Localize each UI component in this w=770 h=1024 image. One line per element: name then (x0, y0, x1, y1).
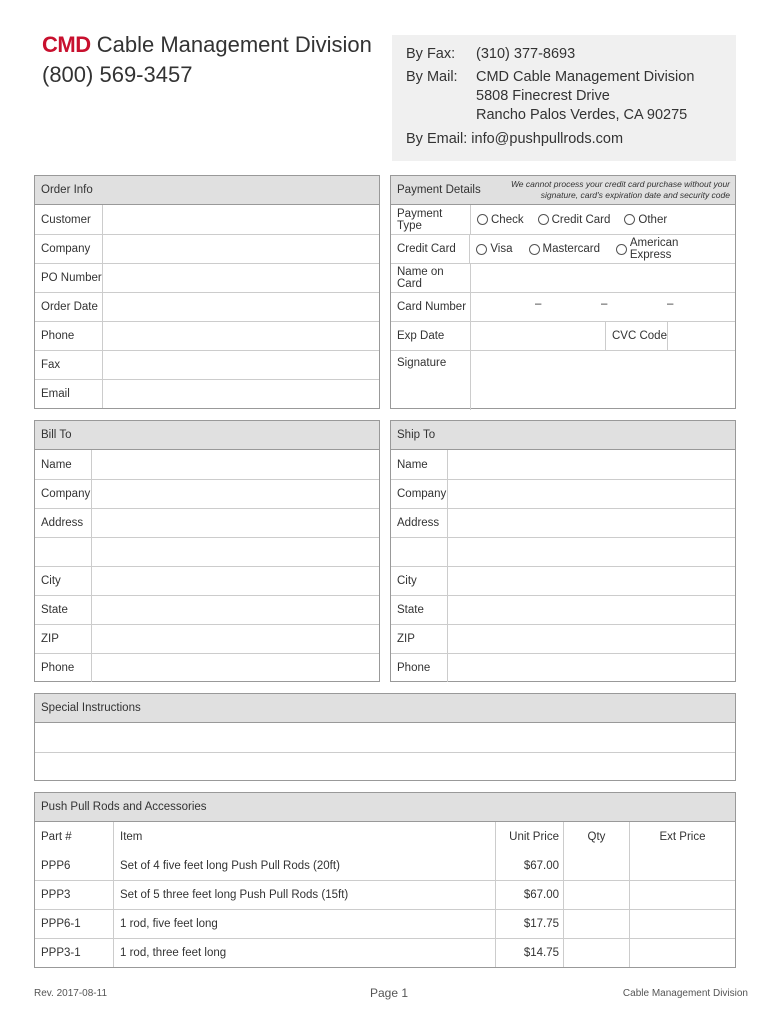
product-item: 1 rod, five feet long (114, 910, 496, 938)
bill-to-label: City (35, 567, 92, 595)
ship-to-label: Company (391, 480, 448, 508)
ship-to-field[interactable] (448, 654, 735, 682)
ship-to-label: City (391, 567, 448, 595)
products-section (34, 792, 736, 968)
order-info-label: Order Date (35, 293, 103, 321)
bill-to-field[interactable] (92, 450, 379, 479)
ship-to-field[interactable] (448, 596, 735, 624)
ship-to-row (391, 595, 735, 624)
card-number-label: Card Number (391, 293, 471, 321)
signature-field[interactable] (471, 351, 735, 410)
cvc-code-label: CVC Code (606, 322, 668, 350)
bill-to-field[interactable] (92, 654, 379, 682)
order-info-label: Email (35, 380, 103, 408)
product-item: Set of 4 five feet long Push Pull Rods (20ft) (114, 851, 496, 880)
order-info-label: Phone (35, 322, 103, 350)
bill-to-row (35, 479, 379, 508)
ship-to-field[interactable] (448, 538, 735, 566)
special-instructions-line-1[interactable] (35, 723, 735, 752)
name-on-card-label: Name on Card (391, 264, 471, 292)
product-ext-price-field[interactable] (630, 939, 735, 967)
special-instructions-line-2[interactable] (35, 753, 735, 780)
order-info-field[interactable] (103, 351, 379, 379)
payment-type-other-radio[interactable]: Other (624, 214, 667, 226)
product-part: PPP3-1 (35, 939, 114, 967)
ship-to-field[interactable] (448, 450, 735, 479)
mail-line-1: CMD Cable Management Division (476, 68, 695, 85)
special-instructions-title: Special Instructions (35, 694, 735, 723)
product-qty-field[interactable] (564, 851, 630, 880)
ship-to-title: Ship To (391, 421, 735, 450)
special-instructions-section (34, 693, 736, 781)
bill-to-row (35, 450, 379, 479)
footer-division: Cable Management Division (622, 988, 748, 999)
order-info-field[interactable] (103, 235, 379, 263)
cvc-code-field[interactable] (668, 322, 735, 350)
card-number-sep-2: – (601, 298, 608, 310)
ship-to-field[interactable] (448, 509, 735, 537)
product-unit-price: $67.00 (496, 881, 564, 909)
main-phone: (800) 569-3457 (42, 62, 193, 87)
col-part: Part # (35, 822, 114, 851)
payment-type-label: Payment Type (391, 205, 471, 234)
order-info-field[interactable] (103, 293, 379, 321)
bill-to-field[interactable] (92, 567, 379, 595)
payment-type-credit-card-radio[interactable]: Credit Card (538, 214, 611, 226)
ship-to-field[interactable] (448, 480, 735, 508)
order-info-label: Company (35, 235, 103, 263)
ship-to-label: ZIP (391, 625, 448, 653)
exp-date-field[interactable] (471, 322, 606, 350)
product-row (35, 909, 735, 938)
bill-to-row (35, 624, 379, 653)
order-info-field[interactable] (103, 205, 379, 234)
bill-to-row (35, 537, 379, 566)
bill-to-row (35, 566, 379, 595)
order-info-field[interactable] (103, 264, 379, 292)
order-info-section (34, 175, 380, 409)
col-unit-price: Unit Price (496, 822, 564, 851)
ship-to-section (390, 420, 736, 682)
payment-note: We cannot process your credit card purchase without your signature, card's expiration date and security code (510, 178, 730, 200)
order-info-row (35, 350, 379, 379)
brand-mark: CMD (42, 32, 91, 57)
signature-label: Signature (391, 351, 471, 410)
product-row (35, 880, 735, 909)
mail-line-3: Rancho Palos Verdes, CA 90275 (476, 106, 688, 123)
product-qty-field[interactable] (564, 939, 630, 967)
card-number-sep-3: – (667, 298, 674, 310)
bill-to-label: Company (35, 480, 92, 508)
ship-to-row (391, 450, 735, 479)
product-item: 1 rod, three feet long (114, 939, 496, 967)
product-part: PPP6 (35, 851, 114, 880)
product-row (35, 851, 735, 880)
exp-date-label: Exp Date (391, 322, 471, 350)
order-info-row (35, 321, 379, 350)
ship-to-label: State (391, 596, 448, 624)
products-title: Push Pull Rods and Accessories (35, 793, 735, 822)
order-info-label: PO Number (35, 264, 103, 292)
order-info-title: Order Info (35, 176, 379, 205)
order-info-field[interactable] (103, 380, 379, 408)
product-qty-field[interactable] (564, 910, 630, 938)
bill-to-field[interactable] (92, 480, 379, 508)
email-address: info@pushpullrods.com (471, 131, 624, 148)
footer-revision: Rev. 2017-08-11 (34, 988, 108, 999)
col-ext-price: Ext Price (659, 830, 706, 843)
product-part: PPP6-1 (35, 910, 114, 938)
bill-to-label: Address (35, 509, 92, 537)
product-item: Set of 5 three feet long Push Pull Rods (15ft) (114, 881, 496, 909)
product-part: PPP3 (35, 881, 114, 909)
bill-to-label (35, 538, 92, 566)
product-ext-price-field[interactable] (630, 910, 735, 938)
ship-to-field[interactable] (448, 567, 735, 595)
header (42, 32, 372, 88)
product-ext-price-field[interactable] (630, 851, 735, 880)
order-info-label: Customer (35, 205, 103, 234)
col-qty: Qty (564, 822, 630, 851)
visa-radio[interactable]: Visa (476, 243, 512, 255)
payment-title: Payment Details (397, 184, 481, 196)
order-info-row (35, 205, 379, 234)
bill-to-row (35, 595, 379, 624)
product-unit-price: $14.75 (496, 939, 564, 967)
ship-to-row (391, 508, 735, 537)
order-info-label: Fax (35, 351, 103, 379)
fax-number: (310) 377-8693 (476, 46, 576, 62)
ship-to-row (391, 566, 735, 595)
product-ext-price-field[interactable] (630, 881, 735, 909)
bill-to-label: Phone (35, 654, 92, 682)
bill-to-field[interactable] (92, 509, 379, 537)
order-info-row (35, 379, 379, 408)
bill-to-title: Bill To (35, 421, 379, 450)
order-info-field[interactable] (103, 322, 379, 350)
bill-to-field[interactable] (92, 625, 379, 653)
products-header-row (35, 822, 735, 851)
payment-type-check-radio[interactable]: Check (477, 214, 524, 226)
footer-page: Page 1 (370, 986, 409, 1000)
product-unit-price: $17.75 (496, 910, 564, 938)
ship-to-row (391, 479, 735, 508)
bill-to-label: ZIP (35, 625, 92, 653)
ship-to-label: Address (391, 509, 448, 537)
bill-to-field[interactable] (92, 538, 379, 566)
ship-to-label: Phone (391, 654, 448, 682)
ship-to-row (391, 653, 735, 682)
bill-to-field[interactable] (92, 596, 379, 624)
order-info-row (35, 263, 379, 292)
bill-to-row (35, 508, 379, 537)
bill-to-label: State (35, 596, 92, 624)
ship-to-label: Name (391, 450, 448, 479)
fax-label: By Fax: (406, 46, 456, 62)
payment-section (390, 175, 736, 409)
american-express-radio[interactable]: American Express (616, 237, 721, 261)
brand-name: Cable Management Division (96, 32, 372, 57)
brand-line (42, 32, 372, 58)
mail-line-2: 5808 Finecrest Drive (476, 87, 610, 104)
order-info-row (35, 292, 379, 321)
bill-to-row (35, 653, 379, 682)
ship-to-field[interactable] (448, 625, 735, 653)
card-number-field[interactable] (471, 293, 735, 321)
email-label: By Email: (406, 131, 468, 148)
ship-to-row (391, 624, 735, 653)
product-qty-field[interactable] (564, 881, 630, 909)
card-number-sep-1: – (535, 298, 542, 310)
name-on-card-field[interactable] (471, 264, 735, 292)
order-info-row (35, 234, 379, 263)
credit-card-options (470, 235, 735, 263)
mail-label: By Mail: (406, 68, 458, 85)
contact-box (392, 35, 736, 161)
mastercard-radio[interactable]: Mastercard (529, 243, 601, 255)
bill-to-section (34, 420, 380, 682)
col-item: Item (114, 822, 496, 851)
product-row (35, 938, 735, 967)
payment-type-options (471, 205, 681, 234)
ship-to-label (391, 538, 448, 566)
credit-card-label: Credit Card (391, 235, 470, 263)
bill-to-label: Name (35, 450, 92, 479)
ship-to-row (391, 537, 735, 566)
product-unit-price: $67.00 (496, 851, 564, 880)
